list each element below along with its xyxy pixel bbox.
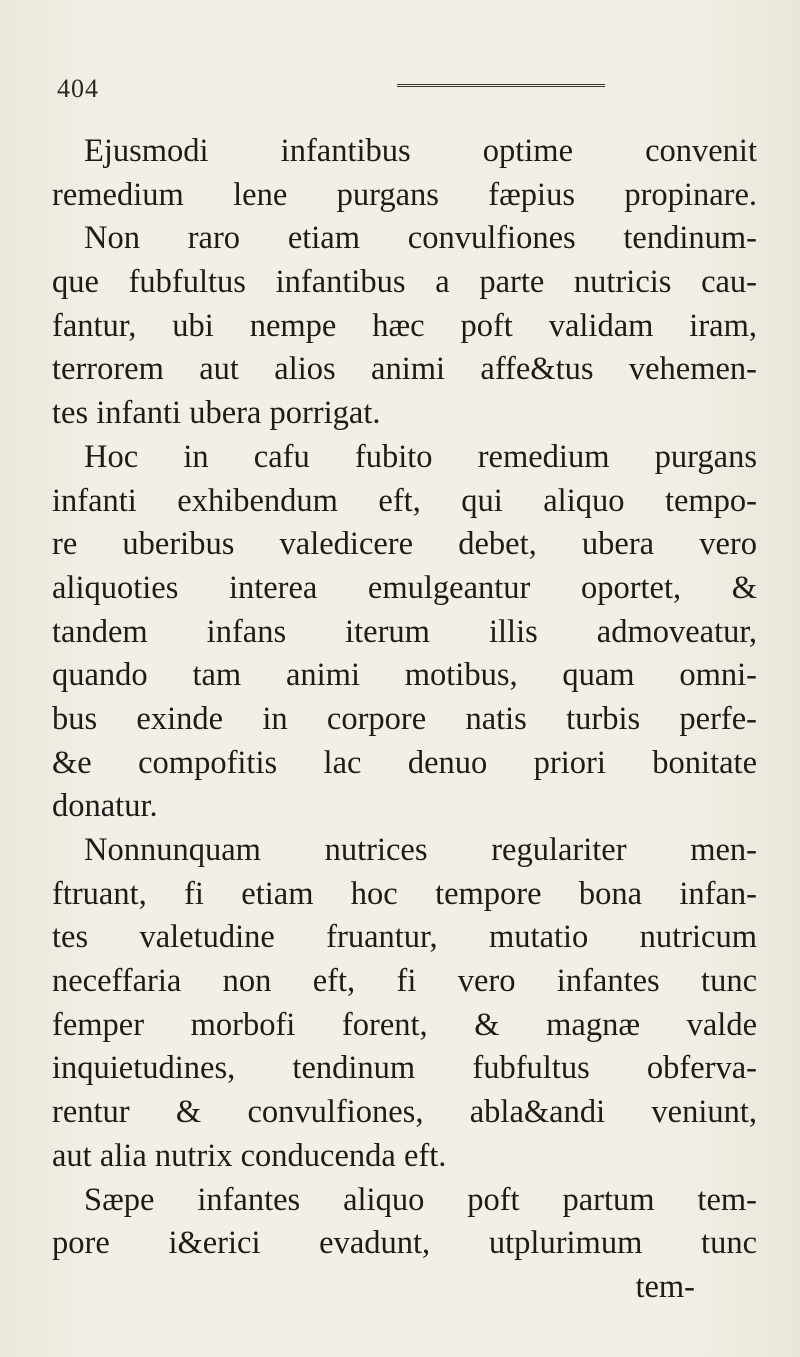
text-line: Nonnunquam nutrices regulariter men- [84,832,757,868]
text-line: pore i&erici evadunt, utplurimum tunc [52,1225,757,1262]
text-line: re uberibus valedicere debet, ubera vero [52,526,757,563]
text-line: aut alia nutrix conducenda eft. [52,1137,447,1174]
text-line: que fubfultus infantibus a parte nutricis cau- [52,264,757,301]
text-line: terrorem aut alios animi affe&tus vehemen- [52,351,757,388]
text-line: rentur & convulfiones, abla&andi veniunt, [52,1094,757,1131]
text-line: Ejusmodi infantibus optime convenit [84,133,757,169]
text-line: bus exinde in corpore natis turbis perfe- [52,700,757,737]
text-line: inquietudines, tendinum fubfultus obferva- [52,1050,757,1087]
text-line: Sæpe infantes aliquo poft partum tem- [84,1181,757,1218]
text-line: tandem infans iterum illis admoveatur, [52,613,757,650]
text-line: Non raro etiam convulfiones tendinum- [84,220,757,257]
catchword: tem- [635,1268,695,1305]
header-rule [397,84,605,91]
text-line: remedium lene purgans fæpius propinare. [52,176,757,213]
text-line: femper morbofi forent, & magnæ valde [52,1006,757,1043]
text-line: quando tam animi motibus, quam omni- [52,657,757,694]
text-line: &e compofitis lac denuo priori bonitate [52,744,757,781]
page-header [57,74,757,114]
text-line: aliquoties interea emulgeantur oportet, & [52,569,757,606]
text-line: donatur. [52,788,158,825]
text-line: tes infanti ubera porrigat. [52,395,381,432]
text-line: ftruant, fi etiam hoc tempore bona infan- [52,875,757,912]
body-text [52,130,757,1310]
text-line: Hoc in cafu fubito remedium purgans [84,438,757,475]
page-number: 404 [57,74,99,103]
text-line: fantur, ubi nempe hæc poft validam iram, [52,307,757,344]
text-line: tes valetudine fruantur, mutatio nutricum [52,919,757,956]
text-line: infanti exhibendum eft, qui aliquo tempo- [52,482,757,519]
text-line: neceffaria non eft, fi vero infantes tunc [52,963,757,1000]
